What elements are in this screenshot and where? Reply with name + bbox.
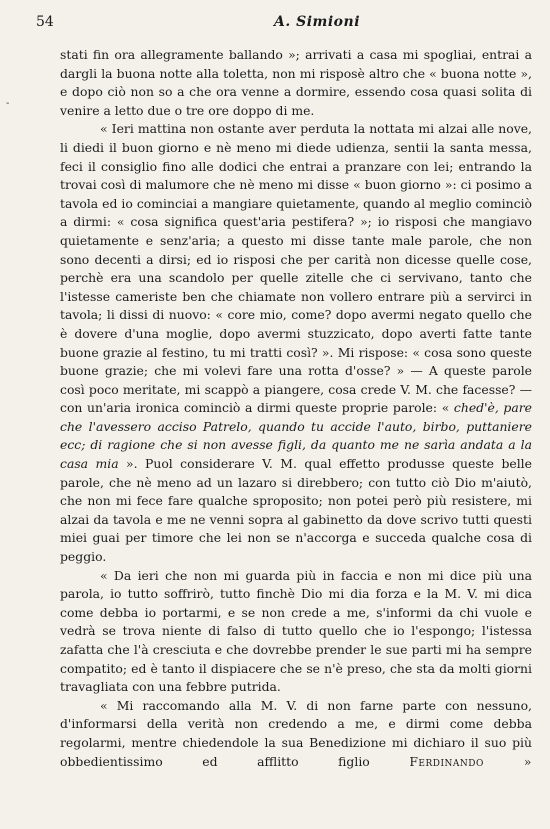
paragraph-4 xyxy=(60,697,532,771)
paragraph-3-text: « Da ieri che non mi guarda più in faccia e non mi dice più una parola, io tutto soffrirò, tutto finchè Dio mi dia forza e la M. V. mi dica come debba io portarmi, e se non crede a me, s'informi da chi vuole e vedrà se trova niente di falso di tutto quello che io l'espongo; l'istessa zafatta che l'à cresciuta e che dovrebbe prender le sue parti mi ha sempre compatito; ed è tanto il dispiacere che se n'è preso, che sta da molti giorni travagliata con una febbre putrida. xyxy=(60,567,532,695)
paragraph-3 xyxy=(60,567,532,697)
signature: Ferdinando » xyxy=(409,753,533,769)
page-header xyxy=(36,14,532,36)
margin-mark: - xyxy=(6,98,10,109)
page-number: 54 xyxy=(36,14,54,30)
paragraph-2-continuation: ». Puol considerare V. M. qual effetto produsse queste belle parole, che nè meno ad un lazaro si direbbero; con tutto ciò Dio m'aiutò, che non mi fece fare qualche sproposito; non potei però più resistere, mi alzai da tavola e me ne venni sopra al gabinetto da dove scrivo tutti questi miei guai per timore che lei non se n'accorga e succeda qualche cosa di peggio. xyxy=(60,456,532,565)
paragraph-2-text: « Ieri mattina non ostante aver perduta la nottata mi alzai alle nove, li diedi il buon giorno e nè meno mi diede udienza, sentii la santa messa, feci il consiglio fino alle dodici che entrai a pranzare con lei; entrando la trovai così di malumore che nè meno mi disse « buon giorno »: ci posimo a tavola ed io cominciai a mangiare quietamente, quando al meglio cominciò a dirmi: « cosa significa quest'aria pestifera? »; io risposi che mangiavo quietamente e senz'aria; a questo mi disse tante male parole, che non sono decenti a dirsi; ed io risposi che per carità non dicesse quelle cose, perchè era una scandolo per quelle zitelle che ci servivano, tanto che l'istesse cameriste ben che chiamate non vollero entrare più a servirci in tavola; li dissi di nuovo: « core mio, come? dopo avermi negato quello che è dovere d'una moglie, dopo avermi stuzzicato, dopo averti fatte tante buone grazie al festino, tu mi tratti così? ». Mi rispose: « cosa sono queste buone grazie; che mi volevi fare una rotta d'osse? » — A queste parole così poco meritate, mi scappò a piangere, cosa crede V. M. che facesse? — con un'aria ironica cominciò a dirmi queste proprie parole: « xyxy=(60,121,532,416)
paragraph-4-text: « Mi raccomando alla M. V. di non farne parte con nessuno, d'informarsi della verità non credendo a me, e dirmi come debba regolarmi, mentre chiedendole la sua Benedizione mi dichiaro il suo più obbedientissimo ed afflitto figlio xyxy=(60,697,532,769)
running-head: A. Simioni xyxy=(274,14,361,30)
paragraph-1-text: stati fin ora allegramente ballando »; arrivati a casa mi spogliai, entrai a dargli la buona notte alla toletta, non mi risposè altro che « buona notte », e dopo ciò non so a che ora venne a dormire, essendo cosa quasi solita di venire a letto due o tre ore doppo di me. xyxy=(60,47,532,118)
paragraph-2 xyxy=(60,120,532,566)
paragraph-2-dialect-quote: ched'è, pare che l'avessero acciso Patrelo, quando tu accide l'auto, birbo, puttaniere ecc; di ragione che si non avesse figli, da quanto me ne sarìa andata a la casa mia xyxy=(60,400,532,472)
body-text xyxy=(60,46,532,771)
paragraph-1 xyxy=(60,46,532,120)
